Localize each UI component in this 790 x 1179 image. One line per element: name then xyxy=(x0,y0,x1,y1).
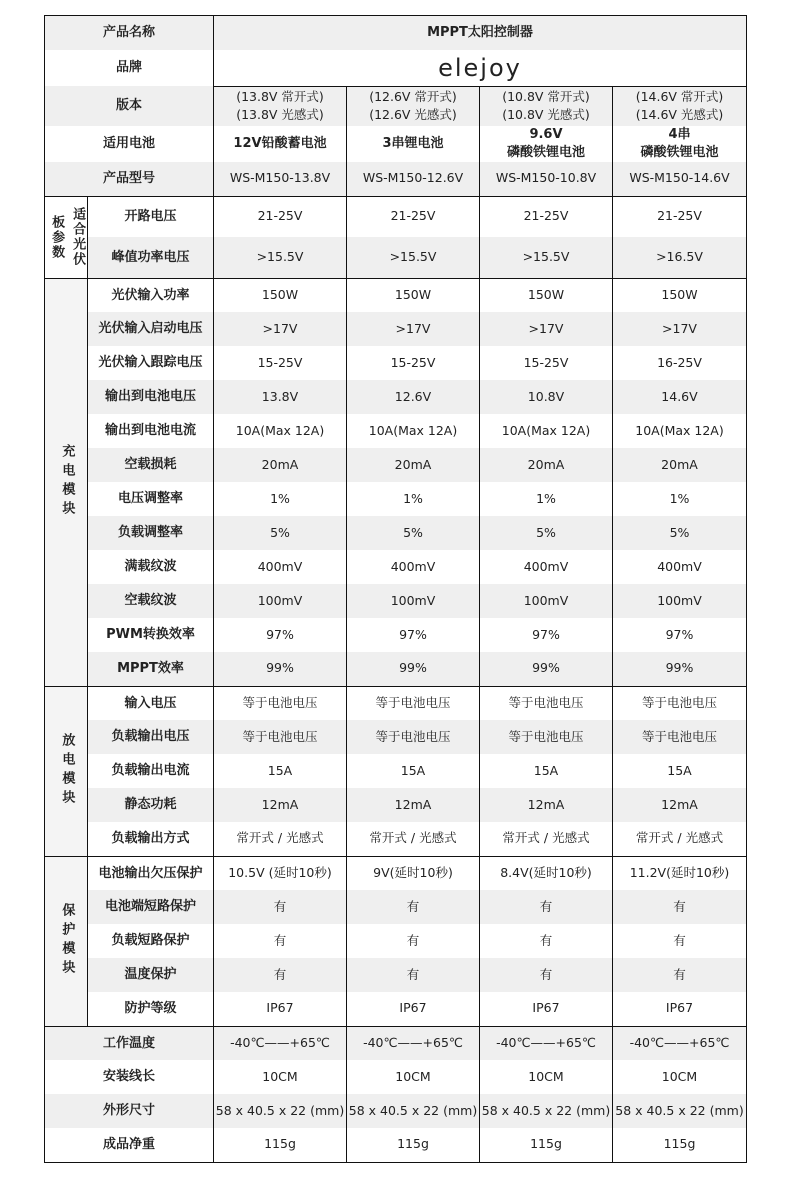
version-cell xyxy=(480,86,613,126)
value-cell: 有 xyxy=(480,890,613,924)
value-cell: 等于电池电压 xyxy=(347,720,480,754)
value-cell: 58 x 40.5 x 22 (mm) xyxy=(214,1094,347,1128)
cell-line: (12.6V 光感式) xyxy=(369,107,457,123)
value-cell: 12.6V xyxy=(347,380,480,414)
value-cell: 有 xyxy=(613,924,747,958)
value-cell: 有 xyxy=(613,958,747,992)
value-cell: >17V xyxy=(480,312,613,346)
value-cell: 等于电池电压 xyxy=(613,720,747,754)
row-label: 成品净重 xyxy=(45,1128,214,1162)
cell-line: (14.6V 光感式) xyxy=(635,107,724,123)
value-cell: 100mV xyxy=(214,584,347,618)
row-label: 空载损耗 xyxy=(88,448,214,482)
value-cell: IP67 xyxy=(214,992,347,1026)
value-cell: 97% xyxy=(214,618,347,652)
value-cell: 有 xyxy=(480,958,613,992)
value-cell: >16.5V xyxy=(613,237,747,278)
value-cell: 1% xyxy=(480,482,613,516)
row-label: 电压调整率 xyxy=(88,482,214,516)
value-cell: 10A(Max 12A) xyxy=(613,414,747,448)
row-product-name xyxy=(45,16,747,50)
value-cell: -40℃——+65℃ xyxy=(214,1026,347,1060)
value-cell: -40℃——+65℃ xyxy=(347,1026,480,1060)
value-cell: 有 xyxy=(214,958,347,992)
cell-line: (13.8V 常开式) xyxy=(236,88,324,104)
footer-row xyxy=(45,1026,747,1060)
row-label: 负载输出电压 xyxy=(88,720,214,754)
row-brand xyxy=(45,50,747,87)
row-label: 输出到电池电流 xyxy=(88,414,214,448)
value-cell: -40℃——+65℃ xyxy=(480,1026,613,1060)
value-cell: 97% xyxy=(480,618,613,652)
table-row xyxy=(45,448,747,482)
group-label: 保护模块 xyxy=(45,856,88,1026)
value-cell: 15-25V xyxy=(480,346,613,380)
value-cell: 有 xyxy=(480,924,613,958)
row-label: 输出到电池电压 xyxy=(88,380,214,414)
cell-line: (14.6V 常开式) xyxy=(635,88,724,104)
value-cell: 400mV xyxy=(480,550,613,584)
row-version xyxy=(45,86,747,126)
value-cell: 15A xyxy=(613,754,747,788)
label-brand: 品牌 xyxy=(45,50,214,87)
version-cell xyxy=(347,86,480,126)
value-cell: 有 xyxy=(347,958,480,992)
value-cell: 9V(延时10秒) xyxy=(347,856,480,890)
table-row xyxy=(45,380,747,414)
table-row xyxy=(45,924,747,958)
value-cell: >15.5V xyxy=(214,237,347,278)
value-cell: 115g xyxy=(214,1128,347,1162)
value-cell: 16-25V xyxy=(613,346,747,380)
value-cell: 1% xyxy=(347,482,480,516)
battery-cell xyxy=(613,126,747,162)
value-cell: >15.5V xyxy=(480,237,613,278)
row-model xyxy=(45,162,747,196)
value-cell: IP67 xyxy=(613,992,747,1026)
value-cell: 5% xyxy=(613,516,747,550)
row-label: 负载调整率 xyxy=(88,516,214,550)
value-cell: 58 x 40.5 x 22 (mm) xyxy=(613,1094,747,1128)
table-row xyxy=(45,618,747,652)
table-row xyxy=(45,754,747,788)
table-row xyxy=(45,822,747,856)
cell-line: (13.8V 光感式) xyxy=(236,107,324,123)
value-cell: 15-25V xyxy=(347,346,480,380)
value-cell: 115g xyxy=(480,1128,613,1162)
cell-line: (10.8V 常开式) xyxy=(502,88,590,104)
footer-row xyxy=(45,1128,747,1162)
value-cell: 21-25V xyxy=(480,196,613,237)
value-cell: 11.2V(延时10秒) xyxy=(613,856,747,890)
group-panel: 板参数 xyxy=(45,196,67,278)
value-cell: 8.4V(延时10秒) xyxy=(480,856,613,890)
row-label: MPPT效率 xyxy=(88,652,214,686)
value-cell: 12mA xyxy=(214,788,347,822)
value-cell: 10CM xyxy=(214,1060,347,1094)
value-cell: 150W xyxy=(613,278,747,312)
row-label: 负载输出电流 xyxy=(88,754,214,788)
value-cell: >17V xyxy=(214,312,347,346)
brand-logo: elejoy xyxy=(214,50,747,87)
label-battery: 适用电池 xyxy=(45,126,214,162)
value-cell: 5% xyxy=(347,516,480,550)
value-cell: 400mV xyxy=(347,550,480,584)
value-cell: >17V xyxy=(613,312,747,346)
row-label: 电池端短路保护 xyxy=(88,890,214,924)
value-cell: 常开式 / 光感式 xyxy=(214,822,347,856)
value-cell: 等于电池电压 xyxy=(613,686,747,720)
value-cell: 有 xyxy=(214,890,347,924)
cell-line: 4串 xyxy=(668,127,691,143)
value-cell: 99% xyxy=(480,652,613,686)
product-name: MPPT太阳控制器 xyxy=(214,16,747,50)
value-cell: 有 xyxy=(347,924,480,958)
table-row xyxy=(45,992,747,1026)
value-cell: 有 xyxy=(214,924,347,958)
value-cell: 21-25V xyxy=(214,196,347,237)
cell-line: (12.6V 常开式) xyxy=(369,88,457,104)
row-label: 负载输出方式 xyxy=(88,822,214,856)
label-model: 产品型号 xyxy=(45,162,214,196)
row-label: 空载纹波 xyxy=(88,584,214,618)
value-cell: 20mA xyxy=(480,448,613,482)
row-label: 工作温度 xyxy=(45,1026,214,1060)
footer-row xyxy=(45,1094,747,1128)
value-cell: 20mA xyxy=(214,448,347,482)
value-cell: 21-25V xyxy=(613,196,747,237)
value-cell: 400mV xyxy=(613,550,747,584)
battery-cell xyxy=(480,126,613,162)
value-cell: 99% xyxy=(214,652,347,686)
value-cell: 5% xyxy=(480,516,613,550)
group-label: 放电模块 xyxy=(45,686,88,856)
battery-cell xyxy=(214,126,347,162)
value-cell: 15-25V xyxy=(214,346,347,380)
value-cell: 等于电池电压 xyxy=(214,720,347,754)
value-cell: 常开式 / 光感式 xyxy=(347,822,480,856)
value-cell: 10CM xyxy=(613,1060,747,1094)
value-cell: 150W xyxy=(214,278,347,312)
table-row xyxy=(45,652,747,686)
model-cell: WS-M150-12.6V xyxy=(347,162,480,196)
table-row xyxy=(45,482,747,516)
value-cell: 58 x 40.5 x 22 (mm) xyxy=(480,1094,613,1128)
value-cell: 14.6V xyxy=(613,380,747,414)
table-row xyxy=(45,720,747,754)
value-cell: 10A(Max 12A) xyxy=(347,414,480,448)
value-cell: 12mA xyxy=(613,788,747,822)
value-cell: 10A(Max 12A) xyxy=(480,414,613,448)
value-cell: 等于电池电压 xyxy=(347,686,480,720)
value-cell: 99% xyxy=(613,652,747,686)
value-cell: -40℃——+65℃ xyxy=(613,1026,747,1060)
value-cell: 等于电池电压 xyxy=(214,686,347,720)
cell-line: (10.8V 光感式) xyxy=(502,107,590,123)
value-cell: 150W xyxy=(347,278,480,312)
row-label: 满载纹波 xyxy=(88,550,214,584)
row-label: 开路电压 xyxy=(88,196,214,237)
value-cell: 10.5V (延时10秒) xyxy=(214,856,347,890)
row-label: 输入电压 xyxy=(88,686,214,720)
model-cell: WS-M150-13.8V xyxy=(214,162,347,196)
row-label: 光伏输入功率 xyxy=(88,278,214,312)
value-cell: 21-25V xyxy=(347,196,480,237)
value-cell: 10A(Max 12A) xyxy=(214,414,347,448)
row-label: 电池输出欠压保护 xyxy=(88,856,214,890)
table-row xyxy=(45,312,747,346)
value-cell: 400mV xyxy=(214,550,347,584)
label-product-name: 产品名称 xyxy=(45,16,214,50)
value-cell: 20mA xyxy=(613,448,747,482)
value-cell: 97% xyxy=(347,618,480,652)
version-cell xyxy=(214,86,347,126)
value-cell: 15A xyxy=(214,754,347,788)
value-cell: 等于电池电压 xyxy=(480,720,613,754)
table-row xyxy=(45,686,747,720)
row-label: 静态功耗 xyxy=(88,788,214,822)
table-row xyxy=(45,346,747,380)
row-label: 安装线长 xyxy=(45,1060,214,1094)
value-cell: 10CM xyxy=(347,1060,480,1094)
table-row xyxy=(45,550,747,584)
battery-cell xyxy=(347,126,480,162)
table-row xyxy=(45,584,747,618)
value-cell: IP67 xyxy=(480,992,613,1026)
value-cell: >15.5V xyxy=(347,237,480,278)
row-label: PWM转换效率 xyxy=(88,618,214,652)
row-label: 外形尺寸 xyxy=(45,1094,214,1128)
table-row xyxy=(45,788,747,822)
table-row xyxy=(45,414,747,448)
value-cell: 有 xyxy=(613,890,747,924)
value-cell: 1% xyxy=(214,482,347,516)
value-cell: 13.8V xyxy=(214,380,347,414)
value-cell: 115g xyxy=(613,1128,747,1162)
value-cell: 1% xyxy=(613,482,747,516)
value-cell: 97% xyxy=(613,618,747,652)
model-cell: WS-M150-10.8V xyxy=(480,162,613,196)
spec-table xyxy=(44,15,747,1163)
footer-row xyxy=(45,1060,747,1094)
table-row xyxy=(45,856,747,890)
value-cell: 等于电池电压 xyxy=(480,686,613,720)
value-cell: 15A xyxy=(480,754,613,788)
label-version: 版本 xyxy=(45,86,214,126)
subgroup-pv: 适合光伏 xyxy=(67,196,88,278)
cell-line: 12V铅酸蓄电池 xyxy=(233,136,327,152)
row-label: 防护等级 xyxy=(88,992,214,1026)
value-cell: 常开式 / 光感式 xyxy=(480,822,613,856)
cell-line: 9.6V xyxy=(529,127,563,143)
row-label: 峰值功率电压 xyxy=(88,237,214,278)
row-battery xyxy=(45,126,747,162)
value-cell: 150W xyxy=(480,278,613,312)
value-cell: 58 x 40.5 x 22 (mm) xyxy=(347,1094,480,1128)
value-cell: 100mV xyxy=(480,584,613,618)
table-row xyxy=(45,890,747,924)
value-cell: 115g xyxy=(347,1128,480,1162)
table-row xyxy=(45,278,747,312)
value-cell: 10.8V xyxy=(480,380,613,414)
value-cell: >17V xyxy=(347,312,480,346)
panel-row xyxy=(45,196,747,237)
value-cell: 99% xyxy=(347,652,480,686)
model-cell: WS-M150-14.6V xyxy=(613,162,747,196)
value-cell: 20mA xyxy=(347,448,480,482)
value-cell: 10CM xyxy=(480,1060,613,1094)
row-label: 负载短路保护 xyxy=(88,924,214,958)
table-row xyxy=(45,958,747,992)
cell-line: 磷酸铁锂电池 xyxy=(640,145,719,160)
value-cell: 15A xyxy=(347,754,480,788)
row-label: 温度保护 xyxy=(88,958,214,992)
value-cell: 100mV xyxy=(613,584,747,618)
cell-line: 磷酸铁锂电池 xyxy=(506,145,585,160)
value-cell: 有 xyxy=(347,890,480,924)
value-cell: IP67 xyxy=(347,992,480,1026)
value-cell: 常开式 / 光感式 xyxy=(613,822,747,856)
value-cell: 5% xyxy=(214,516,347,550)
version-cell xyxy=(613,86,747,126)
group-label: 充电模块 xyxy=(45,278,88,686)
cell-line: 3串锂电池 xyxy=(382,136,444,152)
row-label: 光伏输入跟踪电压 xyxy=(88,346,214,380)
value-cell: 12mA xyxy=(480,788,613,822)
panel-row xyxy=(45,237,747,278)
row-label: 光伏输入启动电压 xyxy=(88,312,214,346)
table-row xyxy=(45,516,747,550)
value-cell: 12mA xyxy=(347,788,480,822)
value-cell: 100mV xyxy=(347,584,480,618)
